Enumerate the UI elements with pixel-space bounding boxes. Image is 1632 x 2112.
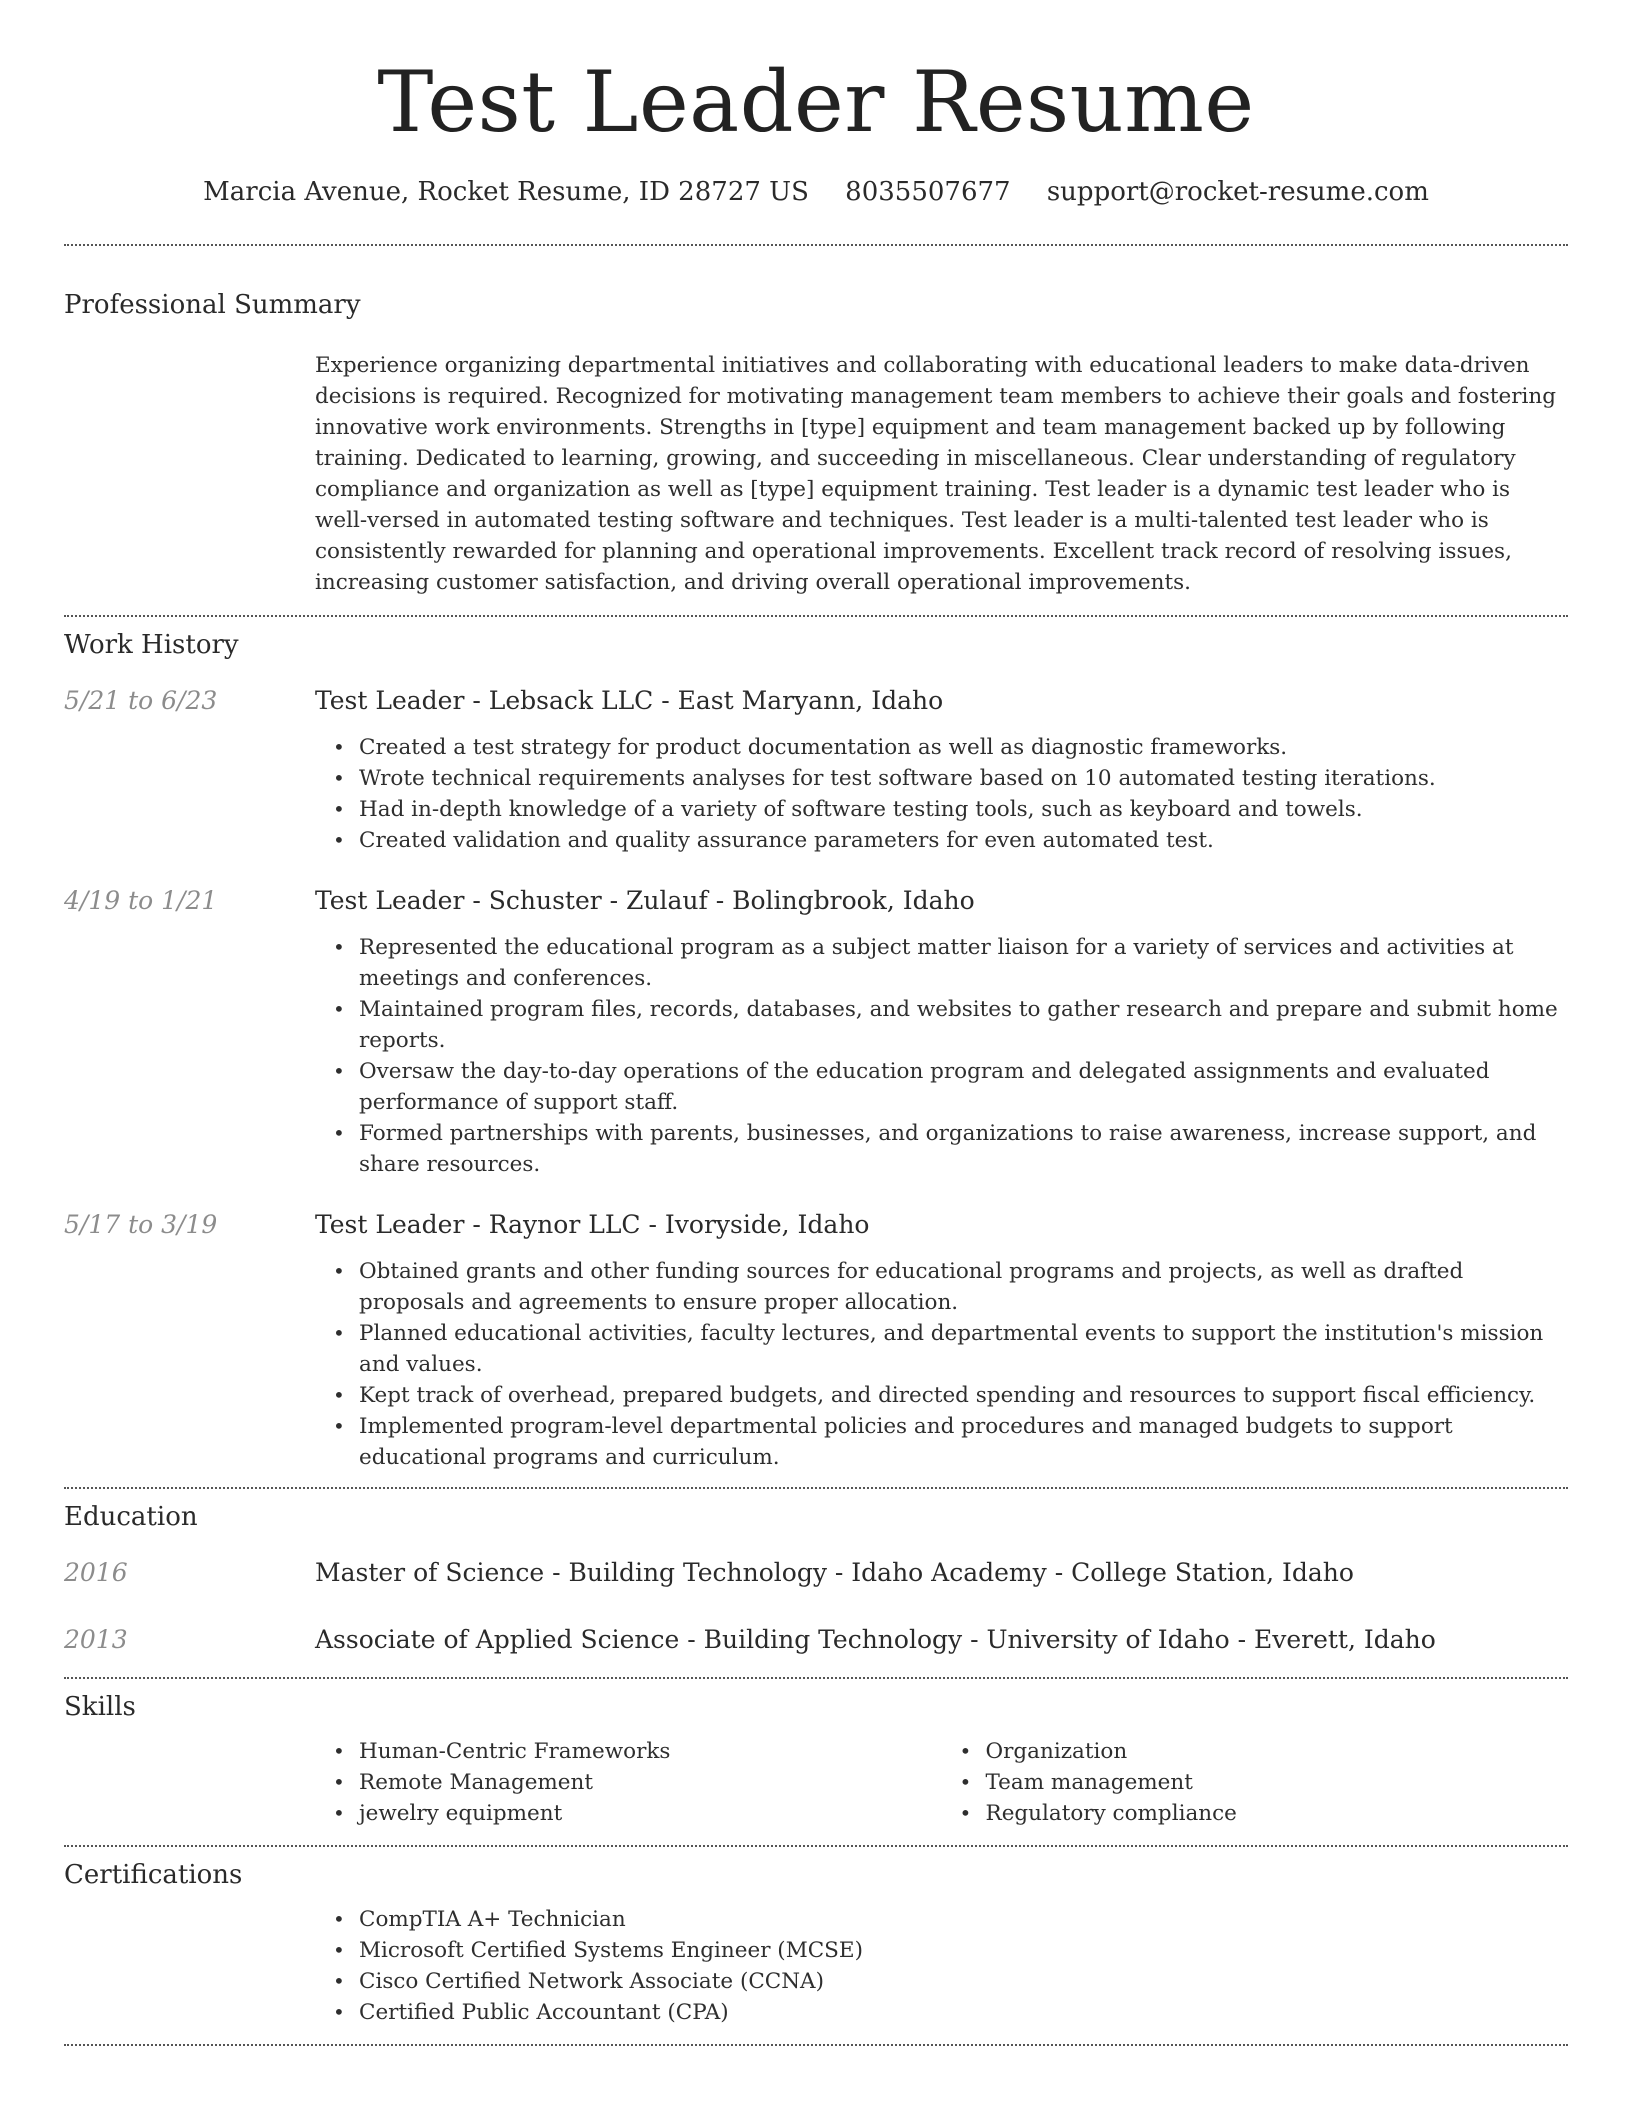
list-item: • Kept track of overhead, prepared budgets, and directed spending and resources to support fiscal efficiency.	[359, 1380, 1568, 1411]
list-item: • Oversaw the day-to-day operations of the education program and delegated assignments and evaluated performance of support staff.	[359, 1056, 1568, 1118]
divider	[64, 1677, 1568, 1679]
contact-address: Marcia Avenue, Rocket Resume, ID 28727 US	[203, 177, 809, 207]
education-degree: Associate of Applied Science - Building Technology - University of Idaho - Everett, Idaho	[315, 1625, 1436, 1654]
job-title: Test Leader - Lebsack LLC - East Maryann, Idaho	[315, 686, 944, 715]
list-item: • Implemented program-level departmental policies and procedures and managed budgets to support educational programs and curriculum.	[359, 1411, 1568, 1473]
education-entry	[64, 1623, 1568, 1657]
job-dates: 4/19 to 1/21	[64, 886, 218, 915]
work-history-heading: Work History	[64, 630, 239, 660]
list-item: • Remote Management	[359, 1767, 942, 1798]
skills-columns	[315, 1736, 1568, 1829]
divider	[64, 2044, 1568, 2046]
education-entry	[64, 1556, 1568, 1590]
job-entry	[64, 684, 1568, 856]
list-item: • Team management	[986, 1767, 1569, 1798]
job-bullets	[359, 1256, 1568, 1473]
education-year: 2016	[64, 1558, 128, 1587]
certifications-list	[359, 1904, 1568, 2028]
resume-title: Test Leader Resume	[377, 53, 1255, 151]
contact-phone: 8035507677	[845, 177, 1011, 207]
summary-text: Experience organizing departmental initiatives and collaborating with educational leaders to make data-driven decisions is required. Recognized for motivating management team members to achieve their goals and fostering innovative work environments. Strengths in [type] equipment and team management backed up by following training. Dedicated to learning, growing, and succeeding in miscellaneous. Clear understanding of regulatory compliance and organization as well as [type] equipment training. Test leader is a dynamic test leader who is well-versed in automated testing software and techniques. Test leader is a multi-talented test leader who is consistently rewarded for planning and operational improvements. Excellent track record of resolving issues, increasing customer satisfaction, and driving overall operational improvements.	[315, 353, 1556, 595]
summary-heading: Professional Summary	[64, 290, 361, 320]
list-item: • Wrote technical requirements analyses for test software based on 10 automated testing iterations.	[359, 763, 1568, 794]
divider	[64, 1487, 1568, 1489]
list-item: • CompTIA A+ Technician	[359, 1904, 1568, 1935]
job-entry	[64, 884, 1568, 1180]
list-item: • Microsoft Certified Systems Engineer (MCSE)	[359, 1935, 1568, 1966]
education-degree: Master of Science - Building Technology - Idaho Academy - College Station, Idaho	[315, 1558, 1354, 1587]
list-item: • Certified Public Accountant (CPA)	[359, 1997, 1568, 2028]
contact-line	[64, 174, 1568, 210]
job-entry	[64, 1208, 1568, 1473]
work-history-section	[64, 628, 1568, 1473]
list-item: • Organization	[986, 1736, 1569, 1767]
list-item: • Obtained grants and other funding sources for educational programs and projects, as well as drafted proposals and agreements to ensure proper allocation.	[359, 1256, 1568, 1318]
list-item: • Formed partnerships with parents, businesses, and organizations to raise awareness, increase support, and share resources.	[359, 1118, 1568, 1180]
list-item: • Maintained program files, records, databases, and websites to gather research and prepare and submit home reports.	[359, 994, 1568, 1056]
divider	[64, 1845, 1568, 1847]
job-dates: 5/21 to 6/23	[64, 686, 218, 715]
divider	[64, 615, 1568, 617]
job-dates: 5/17 to 3/19	[64, 1210, 218, 1239]
list-item: • Had in-depth knowledge of a variety of software testing tools, such as keyboard and towels.	[359, 794, 1568, 825]
skills-column-2	[986, 1736, 1569, 1829]
skills-section	[64, 1690, 1568, 1829]
education-year: 2013	[64, 1625, 128, 1654]
summary-section	[64, 288, 1568, 598]
list-item: • Created validation and quality assurance parameters for even automated test.	[359, 825, 1568, 856]
job-bullets	[359, 932, 1568, 1180]
education-heading: Education	[64, 1502, 198, 1532]
contact-email: support@rocket-resume.com	[1046, 177, 1429, 207]
education-section	[64, 1500, 1568, 1657]
skills-heading: Skills	[64, 1692, 136, 1722]
list-item: • Regulatory compliance	[986, 1798, 1569, 1829]
list-item: • jewelry equipment	[359, 1798, 942, 1829]
resume-page	[64, 0, 1568, 2046]
divider	[64, 244, 1568, 246]
list-item: • Represented the educational program as a subject matter liaison for a variety of services and activities at meetings and conferences.	[359, 932, 1568, 994]
list-item: • Cisco Certified Network Associate (CCNA)	[359, 1966, 1568, 1997]
skills-column-1	[359, 1736, 942, 1829]
certifications-section	[64, 1858, 1568, 2028]
list-item: • Human-Centric Frameworks	[359, 1736, 942, 1767]
job-title: Test Leader - Schuster - Zulauf - Bolingbrook, Idaho	[315, 886, 975, 915]
job-title: Test Leader - Raynor LLC - Ivoryside, Idaho	[315, 1210, 870, 1239]
certifications-heading: Certifications	[64, 1860, 243, 1890]
job-bullets	[359, 732, 1568, 856]
list-item: • Planned educational activities, faculty lectures, and departmental events to support the institution's mission and values.	[359, 1318, 1568, 1380]
list-item: • Created a test strategy for product documentation as well as diagnostic frameworks.	[359, 732, 1568, 763]
